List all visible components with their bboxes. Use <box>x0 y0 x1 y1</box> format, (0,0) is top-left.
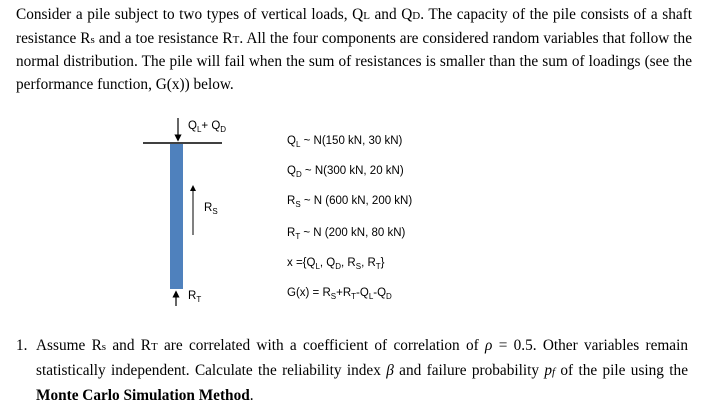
eq-qd: $Q_D$ ~ N(300 kN, 20 kN) <box>287 165 404 179</box>
subscript: L <box>363 10 370 22</box>
load-label: $Q_L+ Q_D$ <box>188 120 227 134</box>
eq-rs: $R_S$ ~ N (600 kN, 200 kN) <box>287 195 413 209</box>
intro-text: . The capacity of the pile consists of a shaft resistance R <box>16 6 692 47</box>
intro-text: Consider a pile subject to two types of vertical loads, Q <box>16 6 364 23</box>
question-number: 1. <box>16 337 28 354</box>
subscript: s <box>90 33 95 46</box>
eq-ql: $Q_L$ ~ N(150 kN, 30 kN) <box>287 135 403 149</box>
intro-text: and Q <box>369 6 413 23</box>
eq-x-definition: $x =\{Q_L$, $Q_D$, $R_S$, $R_T$} <box>287 257 385 271</box>
toe-resistance-label: $R_T$ <box>188 290 202 304</box>
pile-shaft <box>170 144 183 289</box>
method-name: Monte Carlo Simulation Method <box>36 387 250 404</box>
beta-symbol: β <box>386 362 394 379</box>
subscript: T <box>232 33 240 46</box>
pile-figure <box>0 110 706 320</box>
eq-rt: $R_T$ ~ N (200 kN, 80 kN) <box>287 227 406 241</box>
problem-description <box>16 4 692 96</box>
subscript: D <box>412 10 421 22</box>
question-text: Assume Rs and RT are correlated with a coefficient of correlation of ρ = 0.5. Other variables remain statistically independent. Calculate the reliability index β and failure probability pf of the pile using the Monte Carlo Simulation Method. <box>36 337 688 404</box>
intro-text: and a toe resistance R <box>94 29 233 47</box>
intro-text: . All the four components are considered random variables that follow the normal distribution. The pile will fail when the sum of resistances is smaller than the sum of loadings (see the performance function, G(x)) below. <box>16 29 692 93</box>
question-1 <box>16 334 688 407</box>
eq-performance-function: $G(x) = R_S+R_T-Q_L-Q_D$ <box>287 287 392 301</box>
rho-symbol: ρ <box>485 337 493 354</box>
shaft-resistance-label: $R_S$ <box>204 202 218 216</box>
